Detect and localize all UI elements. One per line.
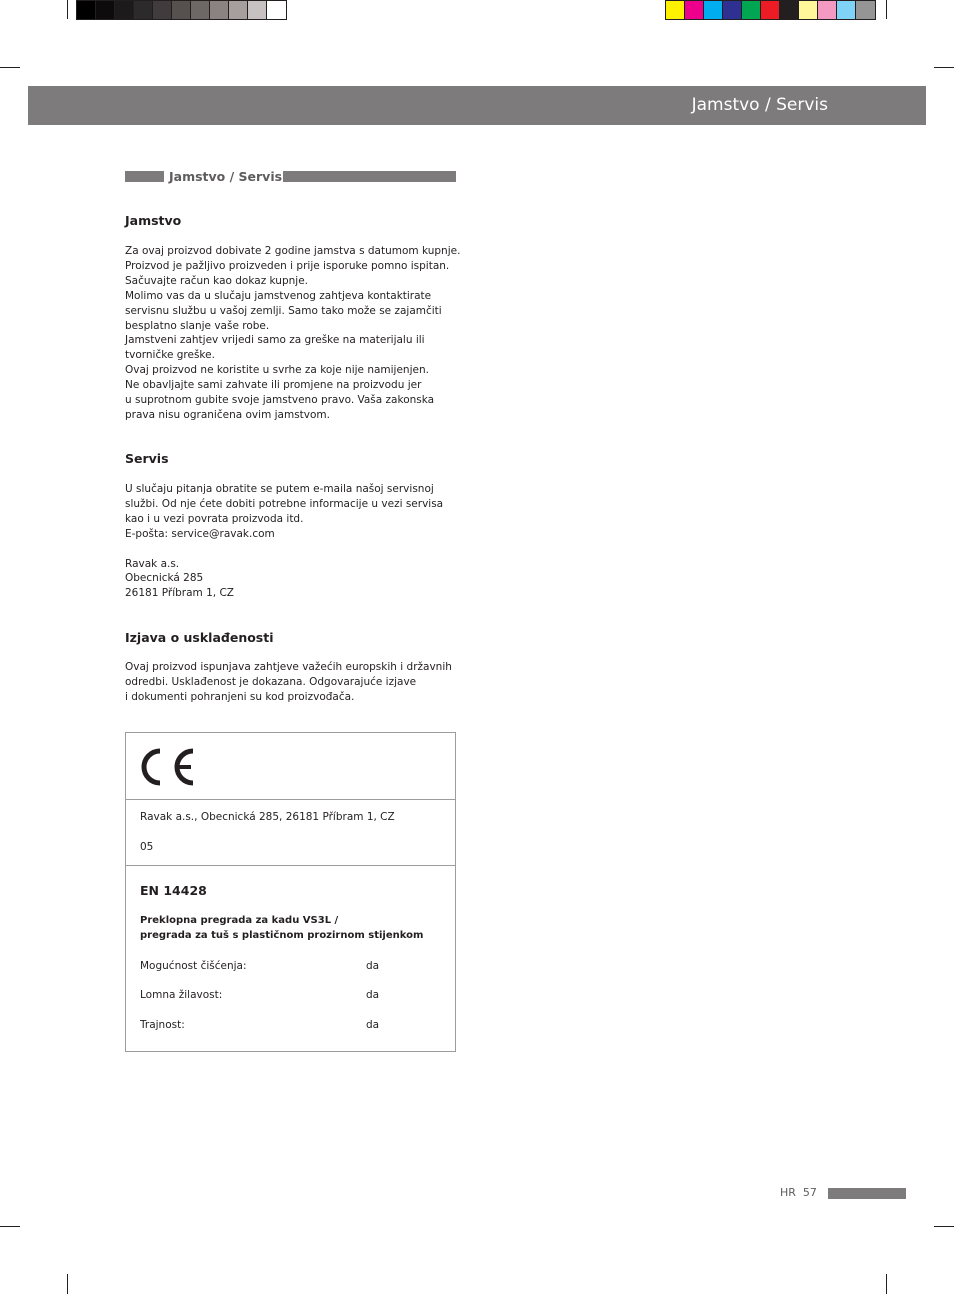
- crop-mark: [67, 0, 68, 19]
- crop-mark: [934, 1226, 954, 1227]
- text-line: Sačuvajte račun kao dokaz kupnje.: [125, 274, 308, 287]
- section-bar-right: [283, 171, 456, 182]
- color-swatch: [723, 1, 742, 19]
- text-line: odredbi. Usklađenost je dokazana. Odgovarajuće izjave: [125, 675, 417, 688]
- color-swatch: [666, 1, 685, 19]
- text-line: kao i u vezi povrata proizvoda itd.: [125, 512, 304, 525]
- text-line: Za ovaj proizvod dobivate 2 godine jamstva s datumom kupnje.: [125, 245, 461, 257]
- color-swatch: [799, 1, 818, 19]
- color-swatch: [153, 1, 172, 19]
- color-swatch: [134, 1, 153, 19]
- product-name-line1: Preklopna pregrada za kadu VS3L /: [140, 915, 339, 926]
- crop-mark: [67, 1274, 68, 1294]
- blank-line: [125, 542, 465, 557]
- crop-mark: [934, 67, 954, 68]
- text-line: Ovaj proizvod ne koristite u svrhe za koje nije namijenjen.: [125, 364, 429, 377]
- color-swatch: [685, 1, 704, 19]
- text-line: besplatno slanje vaše robe.: [125, 319, 270, 332]
- property-label: Trajnost:: [140, 1019, 185, 1031]
- text-line: U slučaju pitanja obratite se putem e-maila našoj servisnoj: [125, 483, 434, 495]
- text-line: prava nisu ograničena ovim jamstvom.: [125, 408, 331, 421]
- color-swatch: [96, 1, 115, 19]
- company-street: Obecnická 285: [125, 572, 204, 585]
- header-band: [28, 86, 926, 125]
- property-value: da: [366, 989, 380, 1001]
- text-line: Molimo vas da u slučaju jamstvenog zahtjeva kontaktirate: [125, 289, 432, 302]
- color-swatch: [780, 1, 799, 19]
- crop-mark: [886, 1274, 887, 1294]
- company-name: Ravak a.s.: [125, 557, 180, 570]
- warranty-text: [125, 244, 465, 423]
- color-swatch: [210, 1, 229, 19]
- text-line: u suprotnom gubite svoje jamstveno pravo. Vaša zakonska: [125, 394, 435, 407]
- page-footer: [780, 1186, 817, 1199]
- color-swatch: [191, 1, 210, 19]
- color-calibration-strip: [665, 0, 876, 20]
- color-swatch: [818, 1, 837, 19]
- text-line: Jamstveni zahtjev vrijedi samo za greške na materijalu ili: [125, 334, 425, 347]
- service-text: [125, 482, 465, 601]
- text-line: Proizvod je pažljivo proizveden i prije isporuke pomno ispitan.: [125, 259, 450, 272]
- declaration-box: [125, 732, 456, 1052]
- grayscale-calibration-strip: [76, 0, 287, 20]
- color-swatch: [742, 1, 761, 19]
- divider: [126, 865, 455, 866]
- email-line: E-pošta: service@ravak.com: [125, 527, 275, 540]
- section-label: Jamstvo / Servis: [169, 169, 283, 184]
- company-city: 26181 Příbram 1, CZ: [125, 587, 234, 600]
- text-line: službi. Od nje ćete dobiti potrebne informacije u vezi servisa: [125, 497, 444, 510]
- property-label: Mogućnost čišćenja:: [140, 960, 247, 972]
- text-line: Ovaj proizvod ispunjava zahtjeve važećih europskih i državnih: [125, 661, 452, 673]
- color-swatch: [248, 1, 267, 19]
- page-number: 57: [802, 1186, 817, 1199]
- footer-bar: [828, 1188, 906, 1199]
- color-swatch: [77, 1, 96, 19]
- property-value: da: [366, 960, 380, 972]
- text-line: servisnu službu u vašoj zemlji. Samo tako može se zajamčiti: [125, 304, 442, 317]
- crop-mark: [0, 67, 20, 68]
- color-swatch: [856, 1, 875, 19]
- service-heading: Servis: [125, 451, 169, 466]
- text-line: tvorničke greške.: [125, 349, 215, 362]
- property-value: da: [366, 1019, 380, 1031]
- color-swatch: [229, 1, 248, 19]
- manufacturer-address: Ravak a.s., Obecnická 285, 26181 Příbram 1, CZ: [140, 811, 395, 823]
- color-swatch: [704, 1, 723, 19]
- text-line: i dokumenti pohranjeni su kod proizvođača.: [125, 690, 355, 703]
- product-name-line2: pregrada za tuš s plastičnom prozirnom stijenkom: [140, 930, 424, 941]
- section-bar-left: [125, 171, 164, 182]
- color-swatch: [837, 1, 856, 19]
- warranty-heading: Jamstvo: [125, 213, 182, 228]
- property-label: Lomna žilavost:: [140, 989, 223, 1001]
- color-swatch: [172, 1, 191, 19]
- divider: [126, 799, 455, 800]
- crop-mark: [0, 1226, 20, 1227]
- color-swatch: [761, 1, 780, 19]
- ce-mark-icon: [138, 746, 198, 788]
- crop-mark: [886, 0, 887, 19]
- marking-year: 05: [140, 841, 154, 853]
- standard-number: EN 14428: [140, 883, 207, 898]
- page-title: Jamstvo / Servis: [691, 95, 828, 115]
- conformity-heading: Izjava o usklađenosti: [125, 630, 274, 645]
- language-code: HR: [780, 1186, 796, 1199]
- color-swatch: [115, 1, 134, 19]
- text-line: Ne obavljajte sami zahvate ili promjene na proizvodu jer: [125, 379, 422, 392]
- color-swatch: [267, 1, 286, 19]
- conformity-text: [125, 660, 465, 705]
